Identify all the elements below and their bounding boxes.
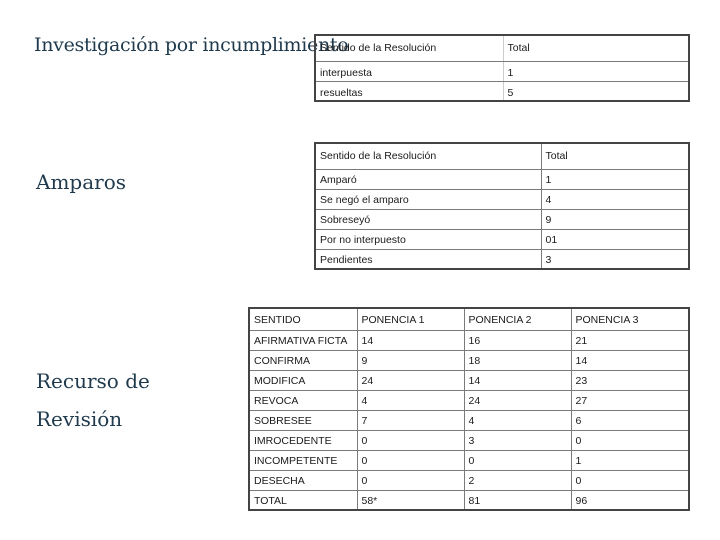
table-cell: 4	[541, 189, 689, 209]
table-cell: 27	[571, 390, 689, 410]
table-cell: TOTAL	[249, 490, 357, 510]
table-row	[315, 169, 689, 189]
table-cell: 81	[464, 490, 571, 510]
heading-amparos: Amparos	[36, 170, 126, 194]
table-cell: 0	[571, 470, 689, 490]
heading-recurso-revision	[36, 362, 150, 438]
table-cell: 0	[357, 430, 464, 450]
table-row	[249, 490, 689, 510]
heading-recurso-line1: Recurso de	[36, 369, 150, 393]
table-recurso-revision	[248, 307, 690, 511]
table-cell: 24	[464, 390, 571, 410]
table-row	[249, 350, 689, 370]
table-row	[315, 229, 689, 249]
table-cell: Por no interpuesto	[315, 229, 541, 249]
table-row	[249, 390, 689, 410]
table-row	[249, 470, 689, 490]
table-cell: 7	[357, 410, 464, 430]
table-cell: 58*	[357, 490, 464, 510]
table-cell: 1	[541, 169, 689, 189]
table-cell: 24	[357, 370, 464, 390]
table-cell: 1	[571, 450, 689, 470]
table-cell: 9	[541, 209, 689, 229]
table-cell: 9	[357, 350, 464, 370]
header-cell: Total	[541, 143, 689, 169]
header-cell: Sentido de la Resolución	[315, 35, 503, 61]
table-header-row	[315, 143, 689, 169]
table-cell: 0	[464, 450, 571, 470]
table-amparos	[314, 142, 690, 270]
table-cell: Sobreseyó	[315, 209, 541, 229]
table-row	[249, 370, 689, 390]
table-cell: 16	[464, 330, 571, 350]
table-cell: REVOCA	[249, 390, 357, 410]
table-cell: INCOMPETENTE	[249, 450, 357, 470]
table-investigacion	[314, 34, 690, 102]
table-cell: CONFIRMA	[249, 350, 357, 370]
table-row	[249, 330, 689, 350]
table-row	[249, 430, 689, 450]
table-cell: 14	[571, 350, 689, 370]
table-cell: 23	[571, 370, 689, 390]
table-cell: MODIFICA	[249, 370, 357, 390]
table-cell: 14	[357, 330, 464, 350]
table-row	[315, 61, 689, 81]
heading-investigacion: Investigación por incumplimiento	[34, 34, 349, 56]
table-cell: Se negó el amparo	[315, 189, 541, 209]
header-cell: SENTIDO	[249, 308, 357, 330]
header-cell: Sentido de la Resolución	[315, 143, 541, 169]
table-cell: 4	[357, 390, 464, 410]
table-cell: IMROCEDENTE	[249, 430, 357, 450]
table-row	[315, 81, 689, 101]
table-row	[249, 410, 689, 430]
table-cell: Amparó	[315, 169, 541, 189]
header-cell: PONENCIA 1	[357, 308, 464, 330]
table-cell: 96	[571, 490, 689, 510]
header-cell: Total	[503, 35, 689, 61]
table-cell: 3	[541, 249, 689, 269]
table-cell: 0	[571, 430, 689, 450]
table-cell: Pendientes	[315, 249, 541, 269]
table-cell: 6	[571, 410, 689, 430]
table-cell: 14	[464, 370, 571, 390]
table-cell: 3	[464, 430, 571, 450]
table-cell: 01	[541, 229, 689, 249]
table-cell: 0	[357, 450, 464, 470]
table-cell: 0	[357, 470, 464, 490]
table-row	[315, 249, 689, 269]
table-cell: SOBRESEE	[249, 410, 357, 430]
table-cell: 1	[503, 61, 689, 81]
table-row	[315, 209, 689, 229]
table-row	[249, 450, 689, 470]
table-cell: 4	[464, 410, 571, 430]
table-cell: 2	[464, 470, 571, 490]
table-cell: interpuesta	[315, 61, 503, 81]
table-header-row	[315, 35, 689, 61]
header-cell: PONENCIA 3	[571, 308, 689, 330]
table-cell: 18	[464, 350, 571, 370]
heading-recurso-line2: Revisión	[36, 407, 123, 431]
table-header-row	[249, 308, 689, 330]
table-cell: 21	[571, 330, 689, 350]
table-cell: 5	[503, 81, 689, 101]
header-cell: PONENCIA 2	[464, 308, 571, 330]
table-cell: resueltas	[315, 81, 503, 101]
table-cell: DESECHA	[249, 470, 357, 490]
table-cell: AFIRMATIVA FICTA	[249, 330, 357, 350]
table-row	[315, 189, 689, 209]
